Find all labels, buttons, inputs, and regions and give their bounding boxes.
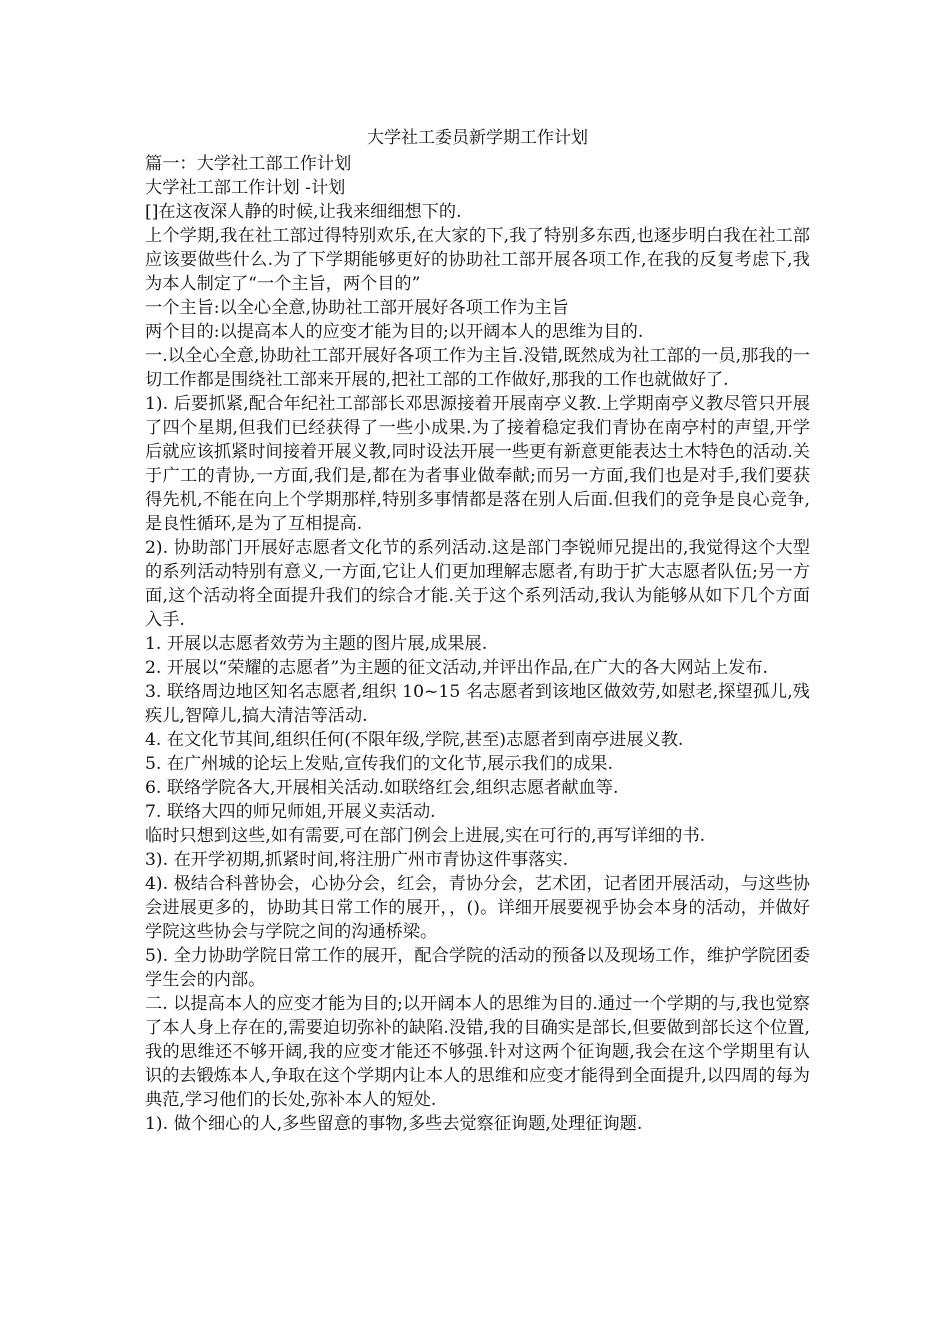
paragraph: 5. 在广州城的论坛上发贴,宣传我们的文化节,展示我们的成果. bbox=[145, 754, 613, 774]
paragraph: 2). 协助部门开展好志愿者文化节的系列活动.这是部门李锐师兄提出的,我觉得这个大型的系列活动特别有意义,一方面,它让人们更加理解志愿者,有助于扩大志愿者队伍;另一方面,这个活动将全面提升我们的综合才能.关于这个系列活动,我认为能够从如下几个方面入手. bbox=[145, 538, 810, 630]
paragraph: []在这夜深人静的时候,让我来细细想下的. bbox=[145, 202, 462, 222]
paragraph: 上个学期,我在社工部过得特别欢乐,在大家的下,我了特别多东西,也逐步明白我在社工部应该要做些什么.为了下学期能够更好的协助社工部开展各项工作,在我的反复考虑下,我为本人制定了“一个主旨，两个目的” bbox=[145, 226, 810, 294]
paragraph: 1). 做个细心的人,多些留意的事物,多些去觉察征询题,处理征询题. bbox=[145, 1114, 643, 1134]
paragraph: 1. 开展以志愿者效劳为主题的图片展,成果展. bbox=[145, 634, 488, 654]
paragraph: 7. 联络大四的师兄师姐,开展义卖活动. bbox=[145, 802, 436, 822]
document-page bbox=[145, 126, 810, 1136]
paragraph: 两个目的:以提高本人的应变才能为目的;以开阔本人的思维为目的. bbox=[145, 322, 644, 342]
paragraph: 3). 在开学初期,抓紧时间,将注册广州市青协这件事落实. bbox=[145, 850, 569, 870]
paragraph: 4). 极结合科普协会，心协分会，红会，青协分会，艺术团，记者团开展活动，与这些协会进展更多的，协助其日常工作的展开，，()。详细开展要视乎协会本身的活动，并做好学院这些协会与学院之间的沟通桥梁。 bbox=[145, 874, 810, 942]
paragraph: 篇一：大学社工部工作计划 bbox=[145, 154, 352, 174]
paragraph: 临时只想到这些,如有需要,可在部门例会上进展,实在可行的,再写详细的书. bbox=[145, 826, 706, 846]
paragraph: 二. 以提高本人的应变才能为目的;以开阔本人的思维为目的.通过一个学期的与,我也觉察了本人身上存在的,需要迫切弥补的缺陷.没错,我的目确实是部长,但要做到部长这个位置,我的思维还不够开阔,我的应变才能还不够强.针对这两个征询题,我会在这个学期里有认识的去锻炼本人,争取在这个学期内让本人的思维和应变才能得到全面提升,以四周的每为典范,学习他们的长处,弥补本人的短处. bbox=[145, 994, 810, 1110]
paragraph: 3. 联络周边地区知名志愿者,组织 10~15 名志愿者到该地区做效劳,如慰老,探望孤儿,残疾儿,智障儿,搞大清洁等活动. bbox=[145, 682, 810, 726]
paragraph: 6. 联络学院各大,开展相关活动.如联络红会,组织志愿者献血等. bbox=[145, 778, 619, 798]
paragraph: 1). 后要抓紧,配合年纪社工部部长邓思源接着开展南亭义教.上学期南亭义教尽管只开展了四个星期,但我们已经获得了一些小成果.为了接着稳定我们青协在南亭村的声望,开学后就应该抓紧时间接着开展义教,同时设法开展一些更有新意更能表达土木特色的活动.关于广工的青协,一方面,我们是,都在为者事业做奉献;而另一方面,我们也是对手,我们要获得先机,不能在向上个学期那样,特别多事情都是落在别人后面.但我们的竞争是良心竞争,是良性循环,是为了互相提高. bbox=[145, 394, 810, 534]
paragraph: 一.以全心全意,协助社工部开展好各项工作为主旨.没错,既然成为社工部的一员,那我的一切工作都是围绕社工部来开展的,把社工部的工作做好,那我的工作也就做好了. bbox=[145, 346, 810, 390]
paragraph: 一个主旨:以全心全意,协助社工部开展好各项工作为主旨 bbox=[145, 298, 569, 318]
paragraph: 5). 全力协助学院日常工作的展开，配合学院的活动的预备以及现场工作，维护学院团委学生会的内部。 bbox=[145, 946, 810, 990]
paragraph: 大学社工部工作计划 -计划 bbox=[145, 178, 346, 198]
paragraph: 4. 在文化节其间,组织任何(不限年级,学院,甚至)志愿者到南亭进展义教. bbox=[145, 730, 684, 750]
paragraph: 2. 开展以“荣耀的志愿者”为主题的征文活动,并评出作品,在广大的各大网站上发布. bbox=[145, 658, 769, 678]
document-title: 大学社工委员新学期工作计划 bbox=[367, 128, 588, 148]
document-body bbox=[145, 152, 810, 1136]
